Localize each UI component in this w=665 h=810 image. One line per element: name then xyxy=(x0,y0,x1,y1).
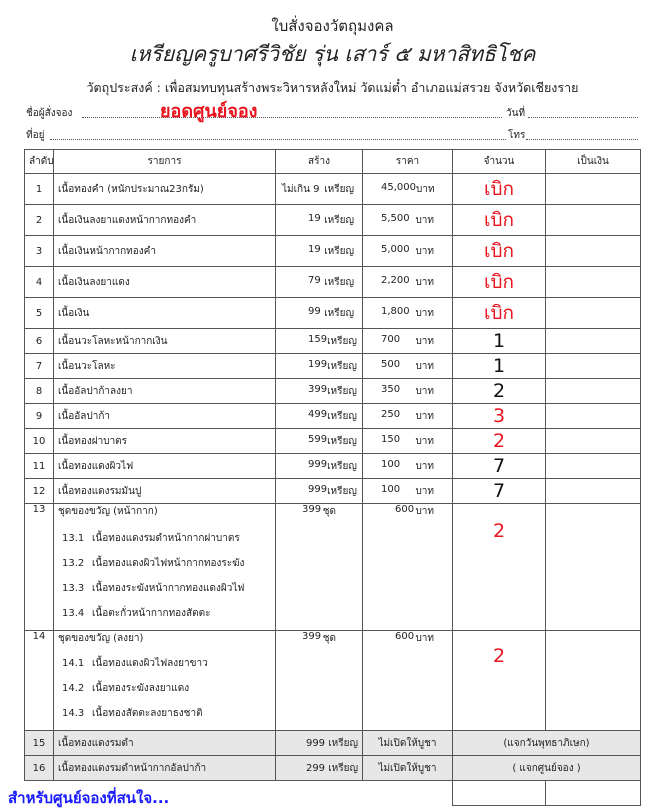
row-item: เนื้ออัลปาก้า xyxy=(54,404,276,429)
row-amount xyxy=(546,267,641,298)
row-item: เนื้อเงิน xyxy=(54,298,276,329)
made-num: 599 xyxy=(308,433,328,445)
total-amount-cell xyxy=(546,781,641,806)
price-num: 5,000 xyxy=(381,243,410,255)
made-num: 19 xyxy=(308,212,321,224)
table-row xyxy=(25,174,641,205)
row-qty: 7 xyxy=(453,454,546,479)
row-price xyxy=(363,267,453,298)
row-qty: 7 xyxy=(453,479,546,504)
table-row-set14 xyxy=(25,631,641,731)
made-num: 999 xyxy=(308,458,328,470)
order-table xyxy=(24,149,641,806)
price-num: 45,000 xyxy=(381,181,416,193)
table-row xyxy=(25,429,641,454)
price-num: 2,200 xyxy=(381,274,410,286)
row-price xyxy=(363,236,453,267)
made-unit: เหรียญ xyxy=(328,762,358,774)
col-header-amount: เป็นเงิน xyxy=(546,150,641,174)
row-made xyxy=(276,205,363,236)
row-qty: เบิก xyxy=(453,174,546,205)
row-qty: เบิก xyxy=(453,267,546,298)
made-num: 399 xyxy=(302,504,322,515)
sub-text: เนื้อทองแดงผิวไฟลงยาขาว xyxy=(92,658,208,669)
row-made xyxy=(276,298,363,329)
price-unit: บาท xyxy=(415,276,434,288)
orderer-label: ชื่อผู้สั่งจอง xyxy=(26,108,73,119)
table-row xyxy=(25,205,641,236)
price-num: 150 xyxy=(381,433,401,445)
made-num: 399 xyxy=(302,631,322,642)
row-made xyxy=(276,236,363,267)
price-unit: บาท xyxy=(416,183,435,195)
phone-label: โทร xyxy=(508,130,526,141)
row-amount xyxy=(546,329,641,354)
made-num: 79 xyxy=(308,274,321,286)
row-item: เนื้อเงินลงยาแดง xyxy=(54,267,276,298)
orderer-line xyxy=(82,117,502,118)
sub-item xyxy=(58,676,271,701)
row-qty: 1 xyxy=(453,329,546,354)
price-num: 700 xyxy=(381,333,401,345)
sub-text: เนื้อทองแดงรมดำหน้ากากฝาบาตร xyxy=(92,533,240,544)
row-price: ไม่เปิดให้บูชา xyxy=(363,756,453,781)
made-num: 159 xyxy=(308,333,328,345)
address-line xyxy=(50,139,506,140)
made-unit: เหรียญ xyxy=(327,335,357,347)
row-no: 6 xyxy=(25,329,54,354)
made-num: 99 xyxy=(308,305,321,317)
price-unit: บาท xyxy=(415,307,434,319)
sub-no: 14.3 xyxy=(62,708,85,719)
row-made xyxy=(276,756,363,781)
row-amount xyxy=(546,298,641,329)
sub-text: เนื้อทองระฆังหน้ากากทองแดงผิวไฟ xyxy=(92,583,245,594)
sub-no: 13.3 xyxy=(62,583,85,594)
table-header-row xyxy=(25,150,641,174)
row-amount xyxy=(546,479,641,504)
price-unit: บาท xyxy=(415,410,434,422)
sub-text: เนื้อทองแดงผิวไฟหน้ากากทองระฆัง xyxy=(92,558,245,569)
sub-item xyxy=(58,701,271,726)
row-made xyxy=(276,631,363,731)
sub-no: 14.1 xyxy=(62,658,85,669)
row-item: เนื้อทองคำ (หนักประมาณ23กรัม) xyxy=(54,174,276,205)
row-qty: 2 xyxy=(453,631,546,731)
row-amount xyxy=(546,429,641,454)
form-purpose: วัตถุประสงค์ : เพื่อสมทบทุนสร้างพระวิหารหลังใหม่ วัดแม่ต๋ำ อำเภอแม่สรวย จังหวัดเชียงราย xyxy=(86,80,579,95)
date-label: วันที่ xyxy=(506,108,526,119)
phone-line xyxy=(526,139,638,140)
col-header-no: ลำดับ xyxy=(25,150,54,174)
made-unit: เหรียญ xyxy=(324,245,354,257)
col-header-made: สร้าง xyxy=(276,150,363,174)
row-qty: 2 xyxy=(453,379,546,404)
made-unit: เหรียญ xyxy=(327,360,357,372)
row-no: 7 xyxy=(25,354,54,379)
row-price xyxy=(363,298,453,329)
price-unit: บาท xyxy=(415,214,434,226)
made-num: ไม่เกิน 9 xyxy=(282,183,320,195)
row-no: 5 xyxy=(25,298,54,329)
row-no: 14 xyxy=(25,631,54,731)
row-amount xyxy=(546,174,641,205)
col-header-item: รายการ xyxy=(54,150,276,174)
row-made xyxy=(276,404,363,429)
row-item xyxy=(54,504,276,631)
table-row xyxy=(25,298,641,329)
made-unit: เหรียญ xyxy=(327,460,357,472)
table-row-set13 xyxy=(25,504,641,631)
row-made xyxy=(276,504,363,631)
price-unit: บาท xyxy=(415,360,434,372)
row-price xyxy=(363,205,453,236)
row-item: เนื้ออัลปาก้าลงยา xyxy=(54,379,276,404)
row-qty: เบิก xyxy=(453,236,546,267)
row-qty: 2 xyxy=(453,429,546,454)
row-made xyxy=(276,174,363,205)
row-note: ( แจกศูนย์จอง ) xyxy=(453,756,641,781)
price-num: 5,500 xyxy=(381,212,410,224)
row-price xyxy=(363,354,453,379)
price-num: 100 xyxy=(381,483,401,495)
row-note: (แจกวันพุทธาภิเษก) xyxy=(453,731,641,756)
set-title: ชุดของขวัญ (ลงยา) xyxy=(58,633,144,644)
row-no: 13 xyxy=(25,504,54,631)
sub-item xyxy=(58,551,271,576)
row-item: เนื้อนวะโลหะหน้ากากเงิน xyxy=(54,329,276,354)
row-made xyxy=(276,329,363,354)
table-row xyxy=(25,329,641,354)
price-num: 250 xyxy=(381,408,401,420)
price-unit: บาท xyxy=(415,485,434,497)
price-num: 100 xyxy=(381,458,401,470)
row-amount xyxy=(546,205,641,236)
made-num: 399 xyxy=(308,383,328,395)
row-item xyxy=(54,631,276,731)
row-amount xyxy=(546,504,641,631)
row-no: 1 xyxy=(25,174,54,205)
price-unit: บาท xyxy=(415,460,434,472)
footer-partial-text: สำหรับศูนย์จองที่สนใจ... xyxy=(8,789,170,807)
row-no: 12 xyxy=(25,479,54,504)
row-no: 11 xyxy=(25,454,54,479)
row-price xyxy=(363,329,453,354)
row-made xyxy=(276,379,363,404)
row-qty: 2 xyxy=(453,504,546,631)
made-unit: เหรียญ xyxy=(328,737,358,749)
row-price xyxy=(363,454,453,479)
sub-text: เนื้อทองสัตตะลงยาธงชาติ xyxy=(92,708,203,719)
row-no: 10 xyxy=(25,429,54,454)
row-item: เนื้อเงินลงยาแดงหน้ากากทองคำ xyxy=(54,205,276,236)
date-line xyxy=(528,117,638,118)
sub-item xyxy=(58,576,271,601)
row-item: เนื้อทองแดงรมมันปู xyxy=(54,479,276,504)
row-qty: 3 xyxy=(453,404,546,429)
orderer-value: ยอดศูนย์จอง xyxy=(160,101,258,122)
made-num: 999 xyxy=(308,483,328,495)
row-price xyxy=(363,174,453,205)
row-amount xyxy=(546,354,641,379)
made-num: 199 xyxy=(308,358,328,370)
row-amount xyxy=(546,236,641,267)
row-amount xyxy=(546,631,641,731)
price-unit: บาท xyxy=(415,335,434,347)
row-qty: เบิก xyxy=(453,205,546,236)
row-amount xyxy=(546,379,641,404)
price-unit: บาท xyxy=(415,506,434,517)
form-subtitle: เหรียญครูบาศรีวิชัย รุ่น เสาร์ ๕ มหาสิทธิโชค xyxy=(129,42,536,66)
made-num: 299 xyxy=(305,762,326,774)
row-item: เนื้อนวะโลหะ xyxy=(54,354,276,379)
price-unit: บาท xyxy=(415,633,434,644)
row-no: 8 xyxy=(25,379,54,404)
row-item: เนื้อทองฝาบาตร xyxy=(54,429,276,454)
price-num: 1,800 xyxy=(381,305,410,317)
table-row-16 xyxy=(25,756,641,781)
row-price xyxy=(363,404,453,429)
made-num: 499 xyxy=(308,408,328,420)
row-price xyxy=(363,379,453,404)
row-price xyxy=(363,479,453,504)
table-row xyxy=(25,479,641,504)
col-header-price: ราคา xyxy=(363,150,453,174)
row-made xyxy=(276,267,363,298)
table-row xyxy=(25,354,641,379)
row-item: เนื้อทองแดงรมดำหน้ากากอัลปาก้า xyxy=(54,756,276,781)
price-unit: บาท xyxy=(415,385,434,397)
set-title: ชุดของขวัญ (หน้ากาก) xyxy=(58,506,158,517)
made-unit: เหรียญ xyxy=(327,385,357,397)
sub-no: 13.1 xyxy=(62,533,85,544)
row-made xyxy=(276,429,363,454)
made-unit: ชุด xyxy=(322,506,336,517)
row-made xyxy=(276,479,363,504)
row-qty: เบิก xyxy=(453,298,546,329)
table-row-15 xyxy=(25,731,641,756)
made-unit: เหรียญ xyxy=(324,276,354,288)
row-no: 9 xyxy=(25,404,54,429)
row-no: 16 xyxy=(25,756,54,781)
table-row xyxy=(25,454,641,479)
sub-item xyxy=(58,601,271,626)
sub-no: 14.2 xyxy=(62,683,85,694)
row-price xyxy=(363,504,453,631)
price-num: 600 xyxy=(395,631,415,642)
sub-item xyxy=(58,526,271,551)
total-qty-cell xyxy=(453,781,546,806)
row-item: เนื้อทองแดงรมดำ xyxy=(54,731,276,756)
row-amount xyxy=(546,404,641,429)
row-amount xyxy=(546,454,641,479)
col-header-qty: จำนวน xyxy=(453,150,546,174)
made-unit: เหรียญ xyxy=(327,410,357,422)
price-num: 350 xyxy=(381,383,401,395)
sub-item xyxy=(58,651,271,676)
row-price xyxy=(363,631,453,731)
table-row xyxy=(25,379,641,404)
made-num: 999 xyxy=(305,737,326,749)
price-num: 600 xyxy=(395,504,415,515)
row-made xyxy=(276,354,363,379)
row-no: 2 xyxy=(25,205,54,236)
address-label: ที่อยู่ xyxy=(26,130,45,141)
row-price xyxy=(363,429,453,454)
made-unit: ชุด xyxy=(322,633,336,644)
row-no: 15 xyxy=(25,731,54,756)
row-qty: 1 xyxy=(453,354,546,379)
form-title: ใบสั่งจองวัตถุมงคล xyxy=(271,17,394,35)
row-made xyxy=(276,731,363,756)
price-num: 500 xyxy=(381,358,401,370)
sub-no: 13.4 xyxy=(62,608,85,619)
price-unit: บาท xyxy=(415,435,434,447)
row-no: 4 xyxy=(25,267,54,298)
row-item: เนื้อเงินหน้ากากทองคำ xyxy=(54,236,276,267)
table-row xyxy=(25,404,641,429)
made-num: 19 xyxy=(308,243,321,255)
sub-text: เนื้อทองระฆังลงยาแดง xyxy=(92,683,190,694)
made-unit: เหรียญ xyxy=(327,485,357,497)
row-no: 3 xyxy=(25,236,54,267)
sub-text: เนื้อตะกั่วหน้ากากทองสัตตะ xyxy=(92,608,211,619)
row-price: ไม่เปิดให้บูชา xyxy=(363,731,453,756)
sub-no: 13.2 xyxy=(62,558,85,569)
price-unit: บาท xyxy=(415,245,434,257)
table-row xyxy=(25,236,641,267)
row-made xyxy=(276,454,363,479)
made-unit: เหรียญ xyxy=(324,183,354,195)
row-item: เนื้อทองแดงผิวไฟ xyxy=(54,454,276,479)
made-unit: เหรียญ xyxy=(324,307,354,319)
table-row xyxy=(25,267,641,298)
made-unit: เหรียญ xyxy=(324,214,354,226)
made-unit: เหรียญ xyxy=(327,435,357,447)
